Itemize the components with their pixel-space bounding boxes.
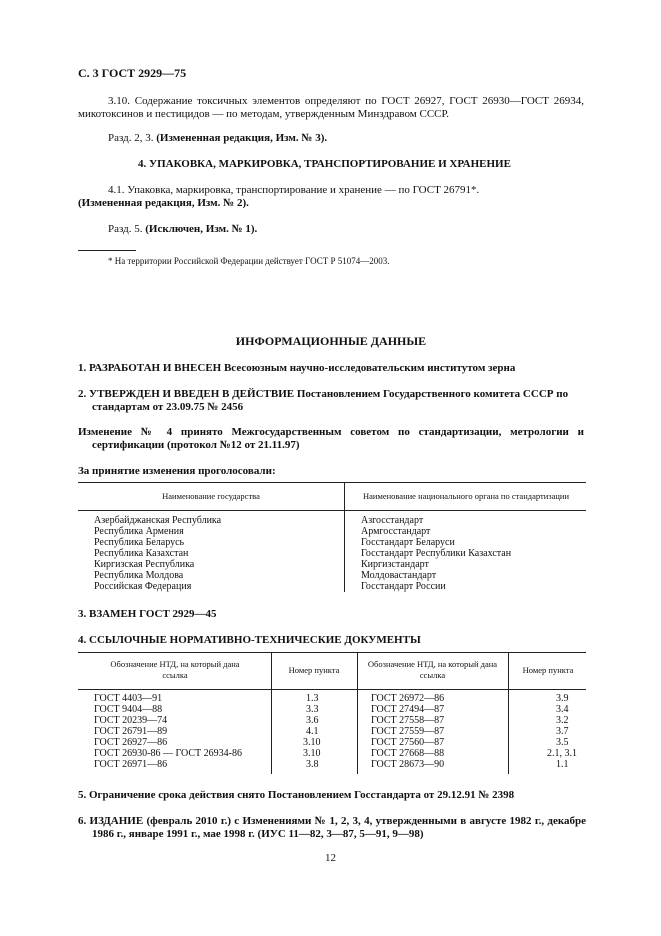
states-header-body: Наименование национального органа по стандартизации — [362, 491, 570, 501]
ntd-item: 3.5 — [556, 737, 569, 748]
info-title: ИНФОРМАЦИОННЫЕ ДАННЫЕ — [235, 334, 427, 348]
ntd-designation: ГОСТ 9404—88 — [94, 704, 163, 715]
ntd-table-col-divider-2 — [357, 652, 358, 774]
state-name: Азербайджанская Республика — [94, 515, 222, 526]
ntd-header-item-1: Номер пункта — [288, 665, 340, 675]
ntd-designation: ГОСТ 26791—89 — [94, 726, 168, 737]
ntd-item: 3.3 — [306, 704, 319, 715]
ntd-designation: ГОСТ 27560—87 — [371, 737, 445, 748]
ntd-designation: ГОСТ 27668—88 — [371, 748, 445, 759]
section-4-heading: 4. УПАКОВКА, МАРКИРОВКА, ТРАНСПОРТИРОВАНИЕ И ХРАНЕНИЕ — [138, 158, 511, 170]
state-body: Армгосстандарт — [361, 526, 431, 537]
ntd-item: 3.4 — [556, 704, 569, 715]
state-name: Республика Армения — [94, 526, 184, 537]
info-item-6: 6. ИЗДАНИЕ (февраль 2010 г.) с Изменениями № 1, 2, 3, 4, утвержденными в августе 1982 г., декабре 1986 г., январе 1991 г., мае 1998 г. (ИУС 11—82, 3—87, 5—91, 9—98) — [78, 815, 586, 840]
state-body: Азгосстандарт — [361, 515, 424, 526]
ntd-item: 3.10 — [303, 748, 321, 759]
state-name: Республика Казахстан — [94, 548, 189, 559]
voted-label: За принятие изменения проголосовали: — [78, 465, 276, 477]
state-body: Киргизстандарт — [361, 559, 429, 570]
footnote-divider — [78, 250, 136, 251]
info-item-4: 4. ССЫЛОЧНЫЕ НОРМАТИВНО-ТЕХНИЧЕСКИЕ ДОКУМЕНТЫ — [78, 634, 421, 646]
state-body: Госстандарт России — [361, 581, 446, 592]
states-table-column-divider — [344, 482, 345, 592]
ntd-header-item-2: Номер пункта — [522, 665, 574, 675]
states-header-state: Наименование государства — [162, 491, 260, 501]
ntd-item: 3.8 — [306, 759, 319, 770]
ntd-designation: ГОСТ 20239—74 — [94, 715, 168, 726]
ntd-item: 3.2 — [556, 715, 569, 726]
states-table-header-border — [78, 510, 586, 511]
razd-prefix: Разд. 2, 3. — [108, 132, 154, 144]
state-name: Киргизская Республика — [94, 559, 195, 570]
ntd-item: 1.1 — [556, 759, 569, 770]
ntd-item: 3.9 — [556, 693, 569, 704]
info-item-1: 1. РАЗРАБОТАН И ВНЕСЕН Всесоюзным научно-исследовательским институтом зерна — [78, 362, 516, 374]
ntd-item: 2.1, 3.1 — [547, 748, 577, 759]
ntd-designation: ГОСТ 27558—87 — [371, 715, 445, 726]
page-number: 12 — [325, 852, 336, 864]
paragraph-4-1-amendment: (Измененная редакция, Изм. № 2). — [78, 197, 249, 209]
razd5-bold: (Исключен, Изм. № 1). — [145, 223, 258, 235]
ntd-item: 1.3 — [306, 693, 319, 704]
razd5-prefix: Разд. 5. — [108, 223, 143, 235]
ntd-item: 3.7 — [556, 726, 569, 737]
ntd-header-designation-2: Обозначение НТД, на который дана ссылка — [367, 659, 498, 680]
amendment-note-razd-5 — [108, 223, 257, 236]
ntd-item: 4.1 — [306, 726, 319, 737]
paragraph-3-10: 3.10. Содержание токсичных элементов определяют по ГОСТ 26927, ГОСТ 26930—ГОСТ 26934, микотоксинов и пестицидов — по методам, утвержденным Минздравом СССР. — [78, 95, 584, 120]
ntd-designation: ГОСТ 26927—86 — [94, 737, 168, 748]
state-body: Госстандарт Беларуси — [361, 537, 455, 548]
state-name: Республика Беларусь — [94, 537, 185, 548]
ntd-item: 3.10 — [303, 737, 321, 748]
info-item-3: 3. ВЗАМЕН ГОСТ 2929—45 — [78, 608, 217, 620]
states-table-top-border — [78, 482, 586, 483]
info-item-2: 2. УТВЕРЖДЕН И ВВЕДЕН В ДЕЙСТВИЕ Постановлением Государственного комитета СССР по стандартам от 23.09.75 № 2456 — [78, 388, 569, 413]
page-header: С. 3 ГОСТ 2929—75 — [78, 66, 187, 80]
ntd-designation: ГОСТ 28673—90 — [371, 759, 445, 770]
info-change-4: Изменение № 4 принято Межгосударственным советом по стандартизации, метрологии и сертификации (протокол №12 от 21.11.97) — [78, 426, 584, 451]
paragraph-4-1: 4.1. Упаковка, маркировка, транспортирование и хранение — по ГОСТ 26791*. — [108, 184, 480, 196]
ntd-header-designation-1: Обозначение НТД, на который дана ссылка — [110, 659, 240, 680]
ntd-designation: ГОСТ 27494—87 — [371, 704, 445, 715]
ntd-designation: ГОСТ 26930-86 — ГОСТ 26934-86 — [94, 748, 242, 759]
ntd-table-col-divider-3 — [508, 652, 509, 774]
ntd-table-col-divider-1 — [271, 652, 272, 774]
footnote: * На территории Российской Федерации действует ГОСТ Р 51074—2003. — [108, 256, 390, 266]
ntd-designation: ГОСТ 26971—86 — [94, 759, 168, 770]
state-body: Молдовастандарт — [361, 570, 437, 581]
state-name: Республика Молдова — [94, 570, 184, 581]
ntd-table-header-border — [78, 689, 586, 690]
razd-bold: (Измененная редакция, Изм. № 3). — [156, 132, 328, 144]
ntd-designation: ГОСТ 26972—86 — [371, 693, 445, 704]
info-item-5: 5. Ограничение срока действия снято Постановлением Госстандарта от 29.12.91 № 2398 — [78, 789, 515, 801]
amendment-note-razd-2-3 — [108, 132, 327, 145]
ntd-designation: ГОСТ 27559—87 — [371, 726, 445, 737]
state-body: Госстандарт Республики Казахстан — [361, 548, 512, 559]
state-name: Российская Федерация — [94, 581, 192, 592]
ntd-item: 3.6 — [306, 715, 319, 726]
ntd-designation: ГОСТ 4403—91 — [94, 693, 163, 704]
ntd-table-top-border — [78, 652, 586, 653]
